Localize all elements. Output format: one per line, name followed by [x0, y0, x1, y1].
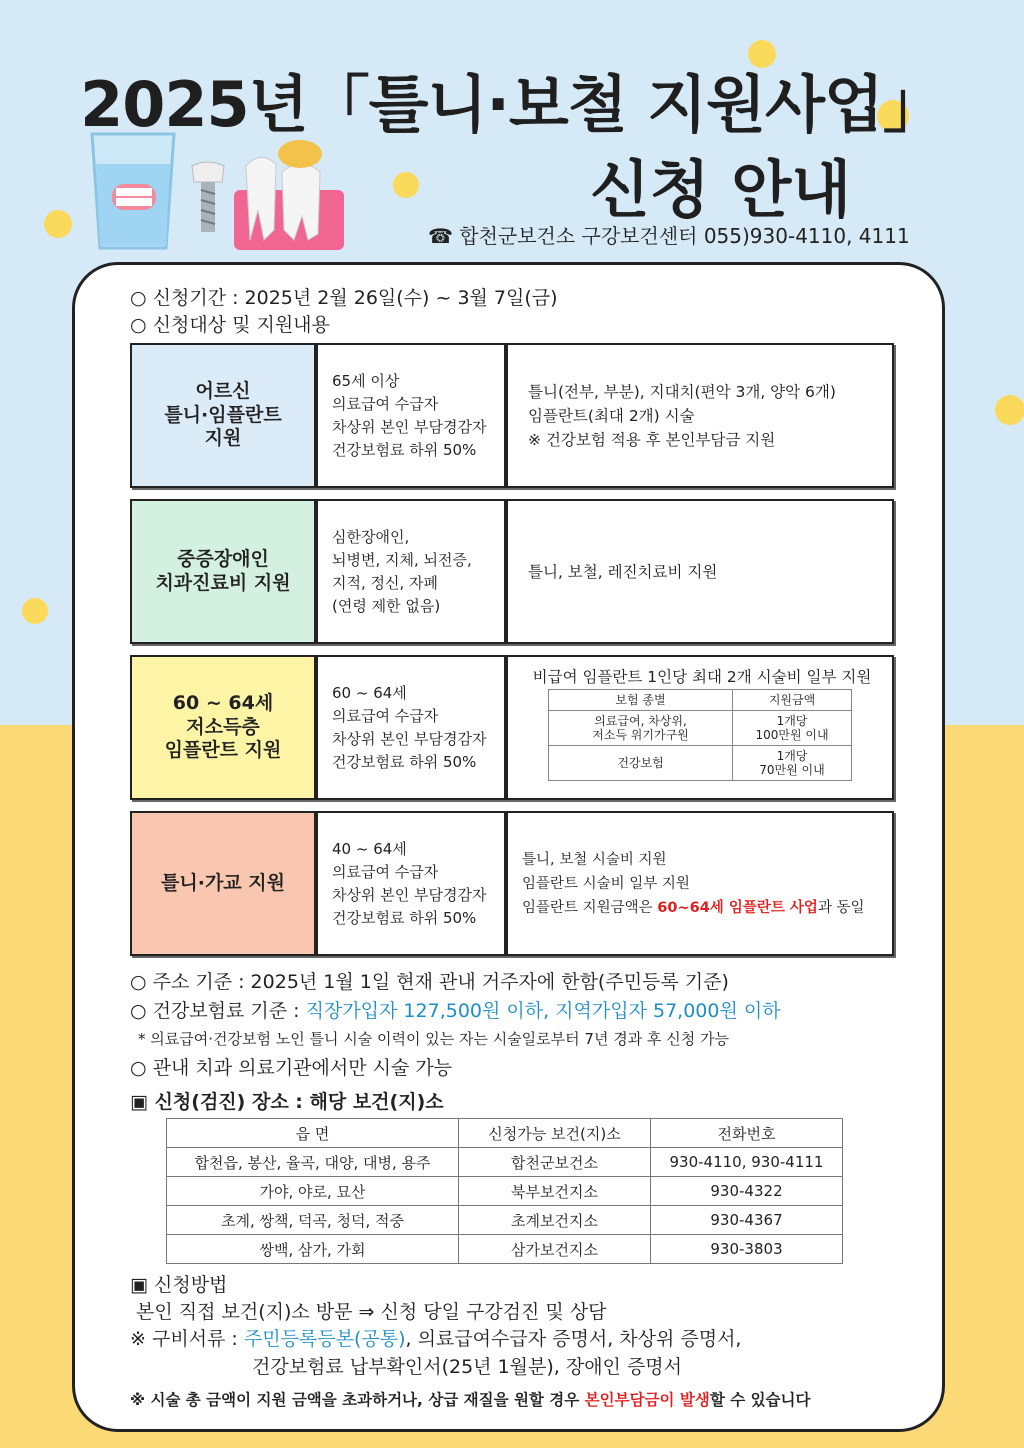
program-eligibility: 60 ~ 64세 의료급여 수급자 차상위 본인 부담경감자 건강보험료 하위 50%	[316, 655, 506, 800]
warning-highlight: 본인부담금이 발생	[584, 1391, 710, 1409]
decor-dot	[995, 395, 1024, 425]
local-only: ○ 관내 치과 의료기관에서만 시술 가능	[130, 1057, 453, 1079]
table-cell: 건강보험	[549, 746, 733, 781]
address-criteria: ○ 주소 기준 : 2025년 1월 1일 현재 관내 거주자에 한함(주민등록 기준)	[130, 971, 729, 993]
decor-dot	[22, 598, 48, 624]
table-row	[167, 1177, 843, 1206]
insurance-criteria: ○ 건강보험료 기준 : 직장가입자 127,500원 이하, 지역가입자 57,000원 이하	[130, 1000, 781, 1022]
program-eligibility: 40 ~ 64세 의료급여 수급자 차상위 본인 부담경감자 건강보험료 하위 50%	[316, 811, 506, 956]
title-line-1: 2025년「틀니·보철 지원사업」	[80, 68, 944, 141]
docs-highlight: 주민등록등본(공통)	[243, 1328, 406, 1350]
program-label: 틀니·가교 지원	[130, 811, 316, 956]
table-cell: 삼가보건지소	[459, 1235, 651, 1264]
table-header: 전화번호	[651, 1119, 843, 1148]
table-cell: 가야, 야로, 묘산	[167, 1177, 459, 1206]
method-text: 본인 직접 보건(지)소 방문 ⇒ 신청 당일 구강검진 및 상담	[136, 1301, 607, 1323]
program-row-disabled	[130, 499, 894, 644]
target-heading: ○ 신청대상 및 지원내용	[130, 314, 330, 336]
program-row-denture-bridge	[130, 811, 894, 956]
table-header: 보험 종별	[549, 690, 733, 711]
title-line-2: 신청 안내	[590, 153, 852, 226]
insurance-highlight: 직장가입자 127,500원 이하, 지역가입자 57,000원 이하	[305, 1000, 781, 1022]
table-row	[167, 1148, 843, 1177]
program-support: 틀니, 보철, 레진치료비 지원	[506, 499, 894, 644]
table-cell: 의료급여, 차상위, 저소득 위기가구원	[549, 711, 733, 746]
support-title: 비급여 임플란트 1인당 최대 2개 시술비 일부 지원	[532, 668, 872, 686]
program-eligibility: 65세 이상 의료급여 수급자 차상위 본인 부담경감자 건강보험료 하위 50%	[316, 343, 506, 488]
decor-dot	[44, 210, 72, 238]
table-header: 읍 면	[167, 1119, 459, 1148]
decor-dot	[393, 172, 419, 198]
cost-warning: ※ 시술 총 금액이 지원 금액을 초과하거나, 상급 재질을 원할 경우 본인부담금이 발생할 수 있습니다	[130, 1391, 811, 1409]
history-note: * 의료급여·건강보험 노인 틀니 시술 이력이 있는 자는 시술일로부터 7년 경과 후 신청 가능	[138, 1030, 729, 1048]
location-heading: ▣ 신청(검진) 장소 : 해당 보건(지)소	[130, 1091, 444, 1113]
table-cell: 쌍백, 삼가, 가회	[167, 1235, 459, 1264]
table-cell: 930-3803	[651, 1235, 843, 1264]
location-table	[166, 1118, 843, 1264]
table-cell: 초계보건지소	[459, 1206, 651, 1235]
required-documents-line2: 건강보험료 납부확인서(25년 1월분), 장애인 증명서	[252, 1356, 683, 1378]
dental-illustration	[88, 130, 348, 255]
program-eligibility: 심한장애인, 뇌병변, 지체, 뇌전증, 지적, 정신, 자폐 (연령 제한 없음)	[316, 499, 506, 644]
program-support	[506, 655, 894, 800]
table-cell: 1개당 70만원 이내	[733, 746, 852, 781]
program-support: 틀니(전부, 부분), 지대치(편악 3개, 양악 6개) 임플란트(최대 2개) 시술 ※ 건강보험 적용 후 본인부담금 지원	[506, 343, 894, 488]
program-row-seniors	[130, 343, 894, 488]
table-cell: 1개당 100만원 이내	[733, 711, 852, 746]
table-header: 지원금액	[733, 690, 852, 711]
highlight-text: 60~64세 임플란트 사업	[657, 899, 818, 916]
contact-info: ☎ 합천군보건소 구강보건센터 055)930-4110, 4111	[428, 224, 910, 248]
table-cell: 930-4367	[651, 1206, 843, 1235]
program-label: 중증장애인 치과진료비 지원	[130, 499, 316, 644]
table-cell: 북부보건지소	[459, 1177, 651, 1206]
table-cell: 930-4110, 930-4111	[651, 1148, 843, 1177]
required-documents: ※ 구비서류 : 주민등록등본(공통), 의료급여수급자 증명서, 차상위 증명서,	[130, 1328, 742, 1350]
table-cell: 초계, 쌍책, 덕곡, 청덕, 적중	[167, 1206, 459, 1235]
table-cell: 합천읍, 봉산, 율곡, 대양, 대병, 용주	[167, 1148, 459, 1177]
table-cell: 합천군보건소	[459, 1148, 651, 1177]
table-header: 신청가능 보건(지)소	[459, 1119, 651, 1148]
table-row	[167, 1206, 843, 1235]
table-row	[167, 1235, 843, 1264]
method-heading: ▣ 신청방법	[130, 1274, 228, 1296]
program-label: 60 ~ 64세 저소득층 임플란트 지원	[130, 655, 316, 800]
support-amount-table	[548, 689, 852, 781]
program-label: 어르신 틀니·임플란트 지원	[130, 343, 316, 488]
table-cell: 930-4322	[651, 1177, 843, 1206]
program-support: 틀니, 보철 시술비 지원 임플란트 시술비 일부 지원 임플란트 지원금액은 60~64세 임플란트 사업과 동일	[506, 811, 894, 956]
application-period: ○ 신청기간 : 2025년 2월 26일(수) ~ 3월 7일(금)	[130, 287, 558, 309]
program-row-low-income-implant	[130, 655, 894, 800]
